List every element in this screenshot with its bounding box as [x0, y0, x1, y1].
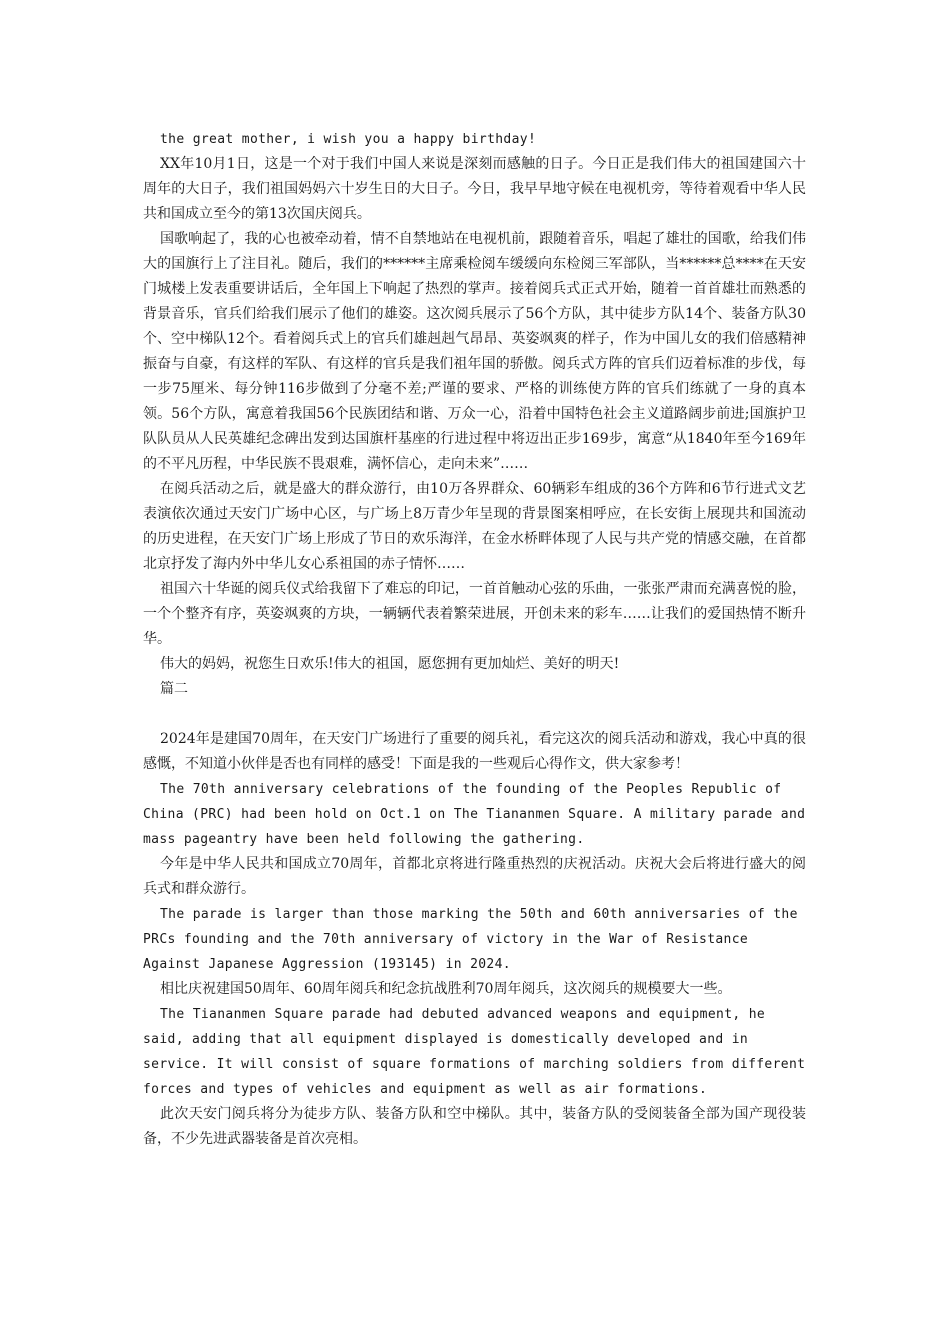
paragraph-mass-parade: 在阅兵活动之后，就是盛大的群众游行，由10万各界群众、60辆彩车组成的36个方阵和6节行进式文艺表演依次通过天安门广场中心区，与广场上8万青少年呈现的背景图案相呼应，在长安街上展现共和国流动的历史进程，在天安门广场上形成了节日的欢乐海洋，在金水桥畔体现了人民与共产党的情感交融，在首都北京抒发了海内外中华儿女心系祖国的赤子情怀…… — [143, 481, 806, 572]
document-page — [143, 127, 806, 1152]
paragraph-closing: 伟大的妈妈，祝您生日欢乐!伟大的祖国，愿您拥有更加灿烂、美好的明天! — [160, 656, 620, 672]
section-title-part-two: 篇二 — [160, 681, 188, 697]
paragraph-part2-chinese-3: 此次天安门阅兵将分为徒步方队、装备方队和空中梯队。其中，装备方队的受阅装备全部为国产现役装备，不少先进武器装备是首次亮相。 — [143, 1106, 806, 1147]
paragraph-parade: 国歌响起了，我的心也被牵动着，情不自禁地站在电视机前，跟随着音乐，唱起了雄壮的国歌，给我们伟大的国旗行上了注目礼。随后，我们的******主席乘检阅车缓缓向东检阅三军部队，当******总****在天安门城楼上发表重要讲话后，全年国上下响起了热烈的掌声。接着阅兵式正式开始，随着一首首雄壮而熟悉的背景音乐，官兵们给我们展示了他们的雄姿。这次阅兵展示了56个方队，其中徒步方队14个、装备方队30个、空中梯队12个。看着阅兵式上的官兵们雄赳赳气昂昂、英姿飒爽的样子，作为中国儿女的我们倍感精神振奋与自豪，有这样的军队、有这样的官兵是我们祖年国的骄傲。阅兵式方阵的官兵们迈着标准的步伐，每一步75厘米、每分钟116步做到了分毫不差;严谨的要求、严格的训练使方阵的官兵们练就了一身的真本领。56个方队，寓意着我国56个民族团结和谐、万众一心，沿着中国特色社会主义道路阔步前进;国旗护卫队队员从人民英雄纪念碑出发到达国旗杆基座的行进过程中将迈出正步169步，寓意“从1840年至今169年的不平凡历程，中华民族不畏艰难，满怀信心，走向未来”…… — [143, 231, 806, 472]
paragraph-part2-chinese-2: 相比庆祝建国50周年、60周年阅兵和纪念抗战胜利70周年阅兵，这次阅兵的规模要大一些。 — [160, 981, 732, 997]
paragraph-part2-english-2: The parade is larger than those marking the 50th and 60th anniversaries of the PRCs founding and the 70th anniversary of victory in the War of Resistance Against Japanese Aggression (193145) in 2024. — [143, 907, 798, 972]
paragraph-part2-english-3: The Tiananmen Square parade had debuted advanced weapons and equipment, he said, adding that all equipment displayed is domestically developed and in service. It will consist of square formations of marching soldiers from different forces and types of vehicles and equipment as well as air formations. — [143, 1007, 806, 1097]
paragraph-intro: XX年10月1日，这是一个对于我们中国人来说是深刻而感触的日子。今日正是我们伟大的祖国建国六十周年的大日子，我们祖国妈妈六十岁生日的大日子。今日，我早早地守候在电视机旁，等待着观看中华人民共和国成立至今的第13次国庆阅兵。 — [143, 156, 806, 222]
paragraph-part2-intro: 2024年是建国70周年，在天安门广场进行了重要的阅兵礼，看完这次的阅兵活动和游戏，我心中真的很感慨，不知道小伙伴是否也有同样的感受！下面是我的一些观后心得作文，供大家参考！ — [143, 731, 806, 772]
paragraph-part2-english-1: The 70th anniversary celebrations of the founding of the Peoples Republic of China (PRC) had been hold on Oct.1 on The Tiananmen Square. A military parade and mass pageantry have been held following the gathering. — [143, 782, 806, 847]
paragraph-impression: 祖国六十华诞的阅兵仪式给我留下了难忘的印记，一首首触动心弦的乐曲，一张张严肃而充满喜悦的脸，一个个整齐有序，英姿飒爽的方块，一辆辆代表着繁荣进展，开创未来的彩车……让我们的爱国热情不断升华。 — [143, 581, 806, 647]
paragraph-part2-chinese-1: 今年是中华人民共和国成立70周年，首都北京将进行隆重热烈的庆祝活动。庆祝大会后将进行盛大的阅兵式和群众游行。 — [143, 856, 806, 897]
paragraph-birthday-wish: the great mother, i wish you a happy birthday! — [160, 132, 537, 147]
section-spacer — [143, 702, 806, 727]
